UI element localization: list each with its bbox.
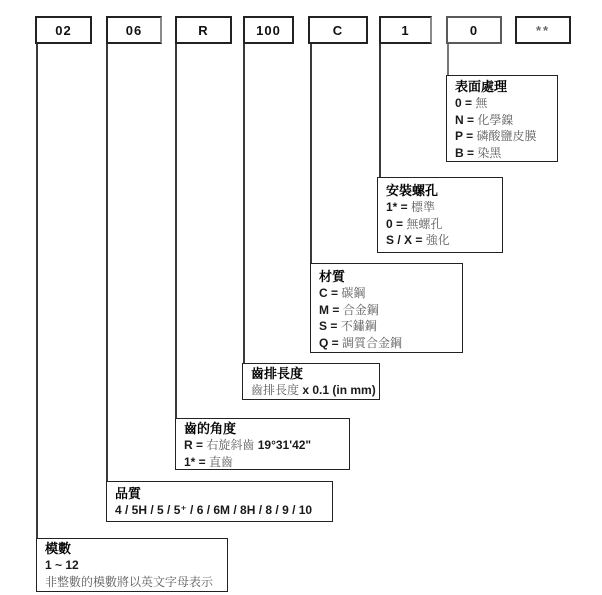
connector-line-rack-length bbox=[243, 44, 245, 363]
legend-box-module bbox=[36, 538, 228, 592]
legend-box-quality bbox=[106, 481, 333, 522]
connector-line-surface-treatment bbox=[447, 44, 449, 75]
connector-line-module bbox=[36, 44, 38, 538]
legend-item: C = 碳鋼 bbox=[319, 286, 366, 300]
code-material-value: C bbox=[332, 22, 344, 38]
legend-box-rack-length bbox=[242, 363, 380, 400]
code-rack-length-value: 100 bbox=[256, 22, 281, 38]
legend-item: S = 不鏽鋼 bbox=[319, 319, 377, 333]
legend-title-rack-length: 齒排長度 bbox=[251, 366, 304, 381]
legend-item: 1* = 標準 bbox=[386, 200, 436, 214]
legend-item: 齒排長度 x 0.1 (in mm) bbox=[251, 383, 376, 397]
legend-title-material: 材質 bbox=[319, 269, 346, 284]
legend-box-mounting-holes bbox=[377, 177, 503, 253]
legend-item: Q = 調質合金鋼 bbox=[319, 335, 403, 350]
legend-title-quality: 品質 bbox=[115, 486, 142, 501]
code-box-mounting-holes bbox=[379, 16, 432, 44]
connector-line-tooth-angle bbox=[175, 44, 177, 418]
legend-item: 4 / 5H / 5 / 5⁺ / 6 / 6M / 8H / 8 / 9 / 10 bbox=[115, 503, 313, 517]
legend-item: R = 右旋斜齒 19°31'42" bbox=[184, 438, 312, 452]
legend-title-tooth-angle: 齒的角度 bbox=[184, 421, 237, 436]
connector-line-material bbox=[310, 44, 312, 263]
legend-item: M = 合金鋼 bbox=[319, 302, 379, 317]
legend-item: 0 = 無 bbox=[455, 96, 488, 110]
code-box-quality bbox=[106, 16, 162, 44]
code-module-value: 02 bbox=[55, 22, 72, 38]
legend-box-tooth-angle bbox=[175, 418, 350, 470]
legend-item: N = 化學鎳 bbox=[455, 112, 514, 127]
code-mounting-holes-value: 1 bbox=[401, 22, 410, 38]
legend-title-surface-treatment: 表面處理 bbox=[455, 79, 508, 94]
legend-item: 0 = 無螺孔 bbox=[386, 216, 443, 231]
connector-line-mounting-holes bbox=[379, 44, 381, 177]
legend-item: 1 ~ 12 bbox=[45, 558, 79, 572]
legend-item: B = 染黑 bbox=[455, 145, 502, 160]
legend-box-material bbox=[310, 263, 463, 353]
code-box-module bbox=[35, 16, 92, 44]
legend-item: P = 磷酸鹽皮膜 bbox=[455, 129, 537, 143]
code-box-tooth-angle bbox=[175, 16, 232, 44]
legend-title-mounting-holes: 安裝螺孔 bbox=[386, 183, 439, 198]
code-suffix-value: ** bbox=[535, 22, 551, 38]
legend-title-module: 模數 bbox=[45, 541, 72, 556]
code-box-surface-treatment bbox=[446, 16, 502, 44]
code-box-material bbox=[308, 16, 368, 44]
code-surface-treatment-value: 0 bbox=[469, 22, 479, 38]
code-quality-value: 06 bbox=[125, 22, 143, 38]
code-tooth-angle-value: R bbox=[198, 22, 209, 38]
code-box-rack-length bbox=[243, 16, 294, 44]
legend-item: 非整數的模數將以英文字母表示 bbox=[45, 574, 214, 589]
legend-item: 1* = 直齒 bbox=[184, 454, 234, 469]
code-box-suffix bbox=[515, 16, 571, 44]
connector-line-quality bbox=[106, 44, 108, 481]
legend-item: S / X = 強化 bbox=[386, 233, 450, 247]
legend-box-surface-treatment bbox=[446, 75, 558, 162]
